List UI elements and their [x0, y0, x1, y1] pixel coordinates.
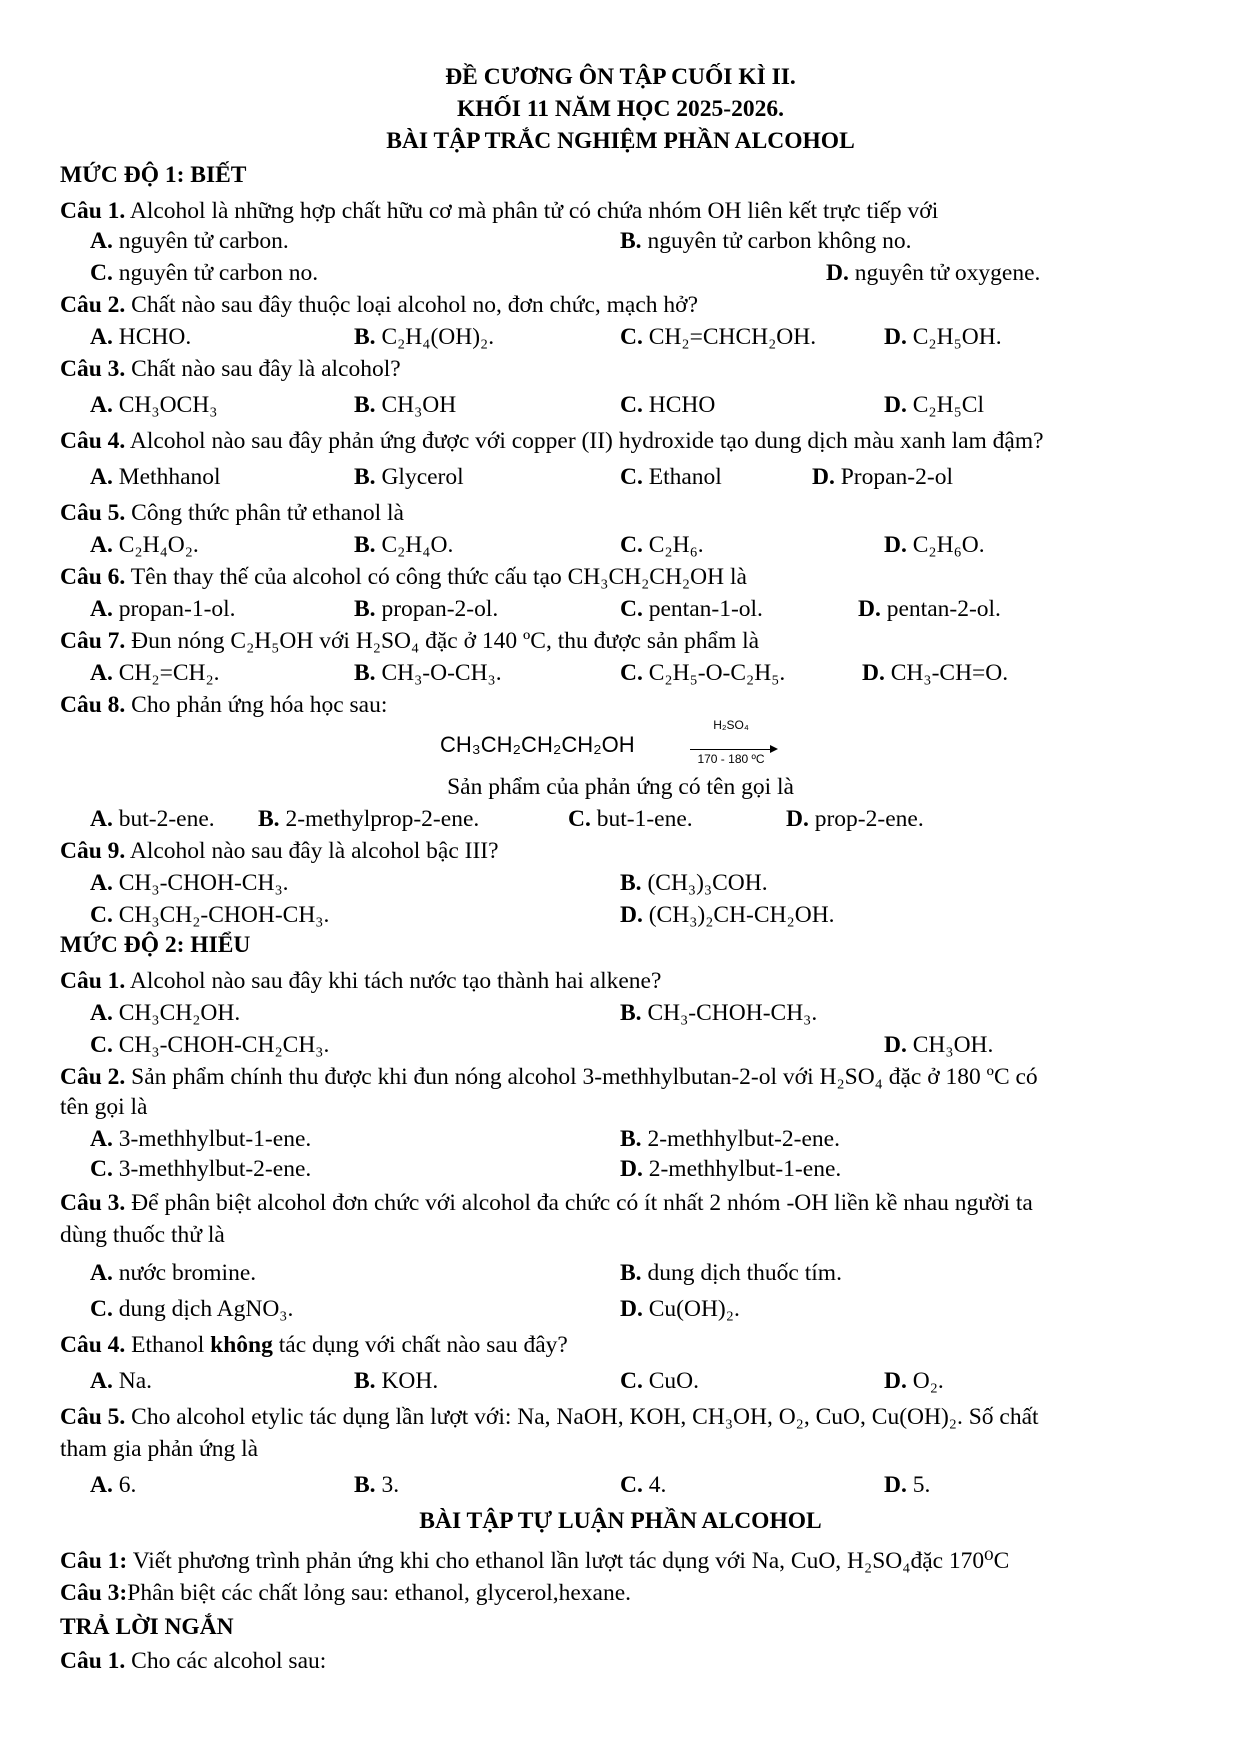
option-b: B. 2-methylprop-2-ene. — [258, 806, 480, 832]
option-b: B. CH₃-CHOH-CH₃. — [620, 1000, 818, 1026]
option-c: C. CH₂=CHCH₂OH. — [620, 324, 817, 350]
option-c: C. C₂H₆. — [620, 532, 704, 558]
option-c: C. nguyên tử carbon no. — [90, 260, 319, 286]
question: Câu 2. Chất nào sau đây thuộc loại alcohol no, đơn chức, mạch hở? — [60, 292, 699, 318]
reaction-arrow — [690, 749, 776, 750]
option-a: A. nước bromine. — [90, 1260, 257, 1286]
option-a: A. CH₃OCH₃ — [90, 392, 218, 418]
option-c: C. C₂H₅-O-C₂H₅. — [620, 660, 786, 686]
option-a: A. CH₃CH₂OH. — [90, 1000, 241, 1026]
option-b: B. (CH₃)₃COH. — [620, 870, 768, 896]
question: Câu 1. Cho các alcohol sau: — [60, 1648, 327, 1674]
question: Câu 5. Công thức phân tử ethanol là — [60, 500, 404, 526]
question: Câu 6. Tên thay thế của alcohol có công thức cấu tạo CH₃CH₂CH₂OH là — [60, 564, 747, 590]
option-d: D. CH₃OH. — [884, 1032, 994, 1058]
option-b: B. C₂H₄(OH)₂. — [354, 324, 495, 350]
question: Câu 7. Đun nóng C₂H₅OH với H₂SO₄ đặc ở 140 ºC, thu được sản phẩm là — [60, 628, 760, 654]
question: Câu 5. Cho alcohol etylic tác dụng lần lượt với: Na, NaOH, KOH, CH₃OH, O₂, CuO, Cu(OH)₂. Số chất — [60, 1404, 1039, 1430]
option-d: D. nguyên tử oxygene. — [826, 260, 1041, 286]
option-d: D. C₂H₆O. — [884, 532, 985, 558]
question: Câu 4. Ethanol không tác dụng với chất nào sau đây? — [60, 1332, 568, 1358]
option-d: D. prop-2-ene. — [786, 806, 924, 832]
question: Câu 1: Viết phương trình phản ứng khi cho ethanol lần lượt tác dụng với Na, CuO, H₂SO₄đặc 170⁰C — [60, 1548, 1010, 1574]
level1-heading: MỨC ĐỘ 1: BIẾT — [60, 162, 247, 188]
option-a: A. 3-methhylbut-1-ene. — [90, 1126, 312, 1152]
option-a: A. 6. — [90, 1472, 137, 1498]
option-a: A. CH₂=CH₂. — [90, 660, 220, 686]
option-a: A. C₂H₄O₂. — [90, 532, 199, 558]
option-b: B. Glycerol — [354, 464, 464, 490]
reaction-equation — [440, 718, 840, 770]
option-b: B. KOH. — [354, 1368, 439, 1394]
option-a: A. but-2-ene. — [90, 806, 215, 832]
emphasis-not: không — [210, 1332, 273, 1358]
question-text: Alcohol là những hợp chất hữu cơ mà phân tử có chứa nhóm OH liên kết trực tiếp với — [125, 198, 939, 224]
option-a: A. propan-1-ol. — [90, 596, 236, 622]
question: Câu 1. Alcohol nào sau đây khi tách nước tạo thành hai alkene? — [60, 968, 662, 994]
option-a: A. nguyên tử carbon. — [90, 228, 289, 254]
question: Câu 2. Sản phẩm chính thu được khi đun nóng alcohol 3-methhylbutan-2-ol với H₂SO₄ đặc ở 180 ºC có — [60, 1064, 1038, 1090]
option-b: B. propan-2-ol. — [354, 596, 499, 622]
option-d: D. (CH₃)₂CH-CH₂OH. — [620, 902, 835, 928]
question-continued: tham gia phản ứng là — [60, 1436, 259, 1462]
option-d: D. C₂H₅OH. — [884, 324, 1002, 350]
option-d: D. C₂H₅Cl — [884, 392, 984, 418]
option-c: C. Ethanol — [620, 464, 722, 490]
section-title-mcq: BÀI TẬP TRẮC NGHIỆM PHẦN ALCOHOL — [386, 128, 855, 154]
essay-heading: BÀI TẬP TỰ LUẬN PHẦN ALCOHOL — [419, 1508, 822, 1534]
option-b: B. CH₃-O-CH₃. — [354, 660, 502, 686]
reaction-temperature: 170 - 180 ºC — [697, 752, 765, 766]
option-a: A. Methhanol — [90, 464, 221, 490]
option-d: D. 5. — [884, 1472, 931, 1498]
reaction-formula: CH₃CH₂CH₂CH₂OH — [440, 732, 635, 757]
option-b: B. dung dịch thuốc tím. — [620, 1260, 842, 1286]
question: Câu 3. Để phân biệt alcohol đơn chức với alcohol đa chức có ít nhất 2 nhóm -OH liền kề nhau người ta — [60, 1190, 1033, 1216]
question: Câu 9. Alcohol nào sau đây là alcohol bậc III? — [60, 838, 499, 864]
option-d: D. CH₃-CH=O. — [862, 660, 1009, 686]
option-b: B. CH₃OH — [354, 392, 457, 418]
option-c: C. but-1-ene. — [568, 806, 693, 832]
question: Câu 8. Cho phản ứng hóa học sau: — [60, 692, 388, 718]
doc-subtitle: KHỐI 11 NĂM HỌC 2025-2026. — [456, 96, 785, 122]
option-d: D. O₂. — [884, 1368, 944, 1394]
option-a: A. HCHO. — [90, 324, 192, 350]
short-answer-heading: TRẢ LỜI NGẮN — [60, 1614, 234, 1640]
option-c: C. CH₃-CHOH-CH₂CH₃. — [90, 1032, 330, 1058]
option-d: D. pentan-2-ol. — [858, 596, 1001, 622]
doc-title: ĐỀ CƯƠNG ÔN TẬP CUỐI KÌ II. — [445, 64, 796, 90]
question: Câu 3. Chất nào sau đây là alcohol? — [60, 356, 401, 382]
question-continued: tên gọi là — [60, 1094, 148, 1120]
question-label: Câu 1. — [60, 198, 126, 224]
option-c: C. dung dịch AgNO₃. — [90, 1296, 294, 1322]
question: Câu 4. Alcohol nào sau đây phản ứng được với copper (II) hydroxide tạo dung dịch màu xanh lam đậm? — [60, 428, 1044, 454]
option-b: B. C₂H₄O. — [354, 532, 454, 558]
reaction-catalyst: H₂SO₄ — [713, 718, 749, 732]
question-continued: dùng thuốc thử là — [60, 1222, 225, 1248]
option-c: C. 3-methhylbut-2-ene. — [90, 1156, 312, 1182]
option-c: C. CuO. — [620, 1368, 700, 1394]
question: Câu 3:Phân biệt các chất lỏng sau: ethanol, glycerol,hexane. — [60, 1580, 632, 1606]
question-subtext: Sản phẩm của phản ứng có tên gọi là — [447, 774, 794, 800]
option-c: C. CH₃CH₂-CHOH-CH₃. — [90, 902, 330, 928]
option-b: B. nguyên tử carbon không no. — [620, 228, 912, 254]
level2-heading: MỨC ĐỘ 2: HIỂU — [60, 932, 251, 958]
option-b: B. 3. — [354, 1472, 400, 1498]
option-a: A. CH₃-CHOH-CH₃. — [90, 870, 289, 896]
option-a: A. Na. — [90, 1368, 153, 1394]
option-c: C. pentan-1-ol. — [620, 596, 763, 622]
option-b: B. 2-methhylbut-2-ene. — [620, 1126, 840, 1152]
option-c: C. HCHO — [620, 392, 716, 418]
option-d: D. Cu(OH)₂. — [620, 1296, 740, 1322]
option-d: D. 2-methhylbut-1-ene. — [620, 1156, 842, 1182]
option-c: C. 4. — [620, 1472, 667, 1498]
question — [60, 196, 938, 226]
option-d: D. Propan-2-ol — [812, 464, 953, 490]
